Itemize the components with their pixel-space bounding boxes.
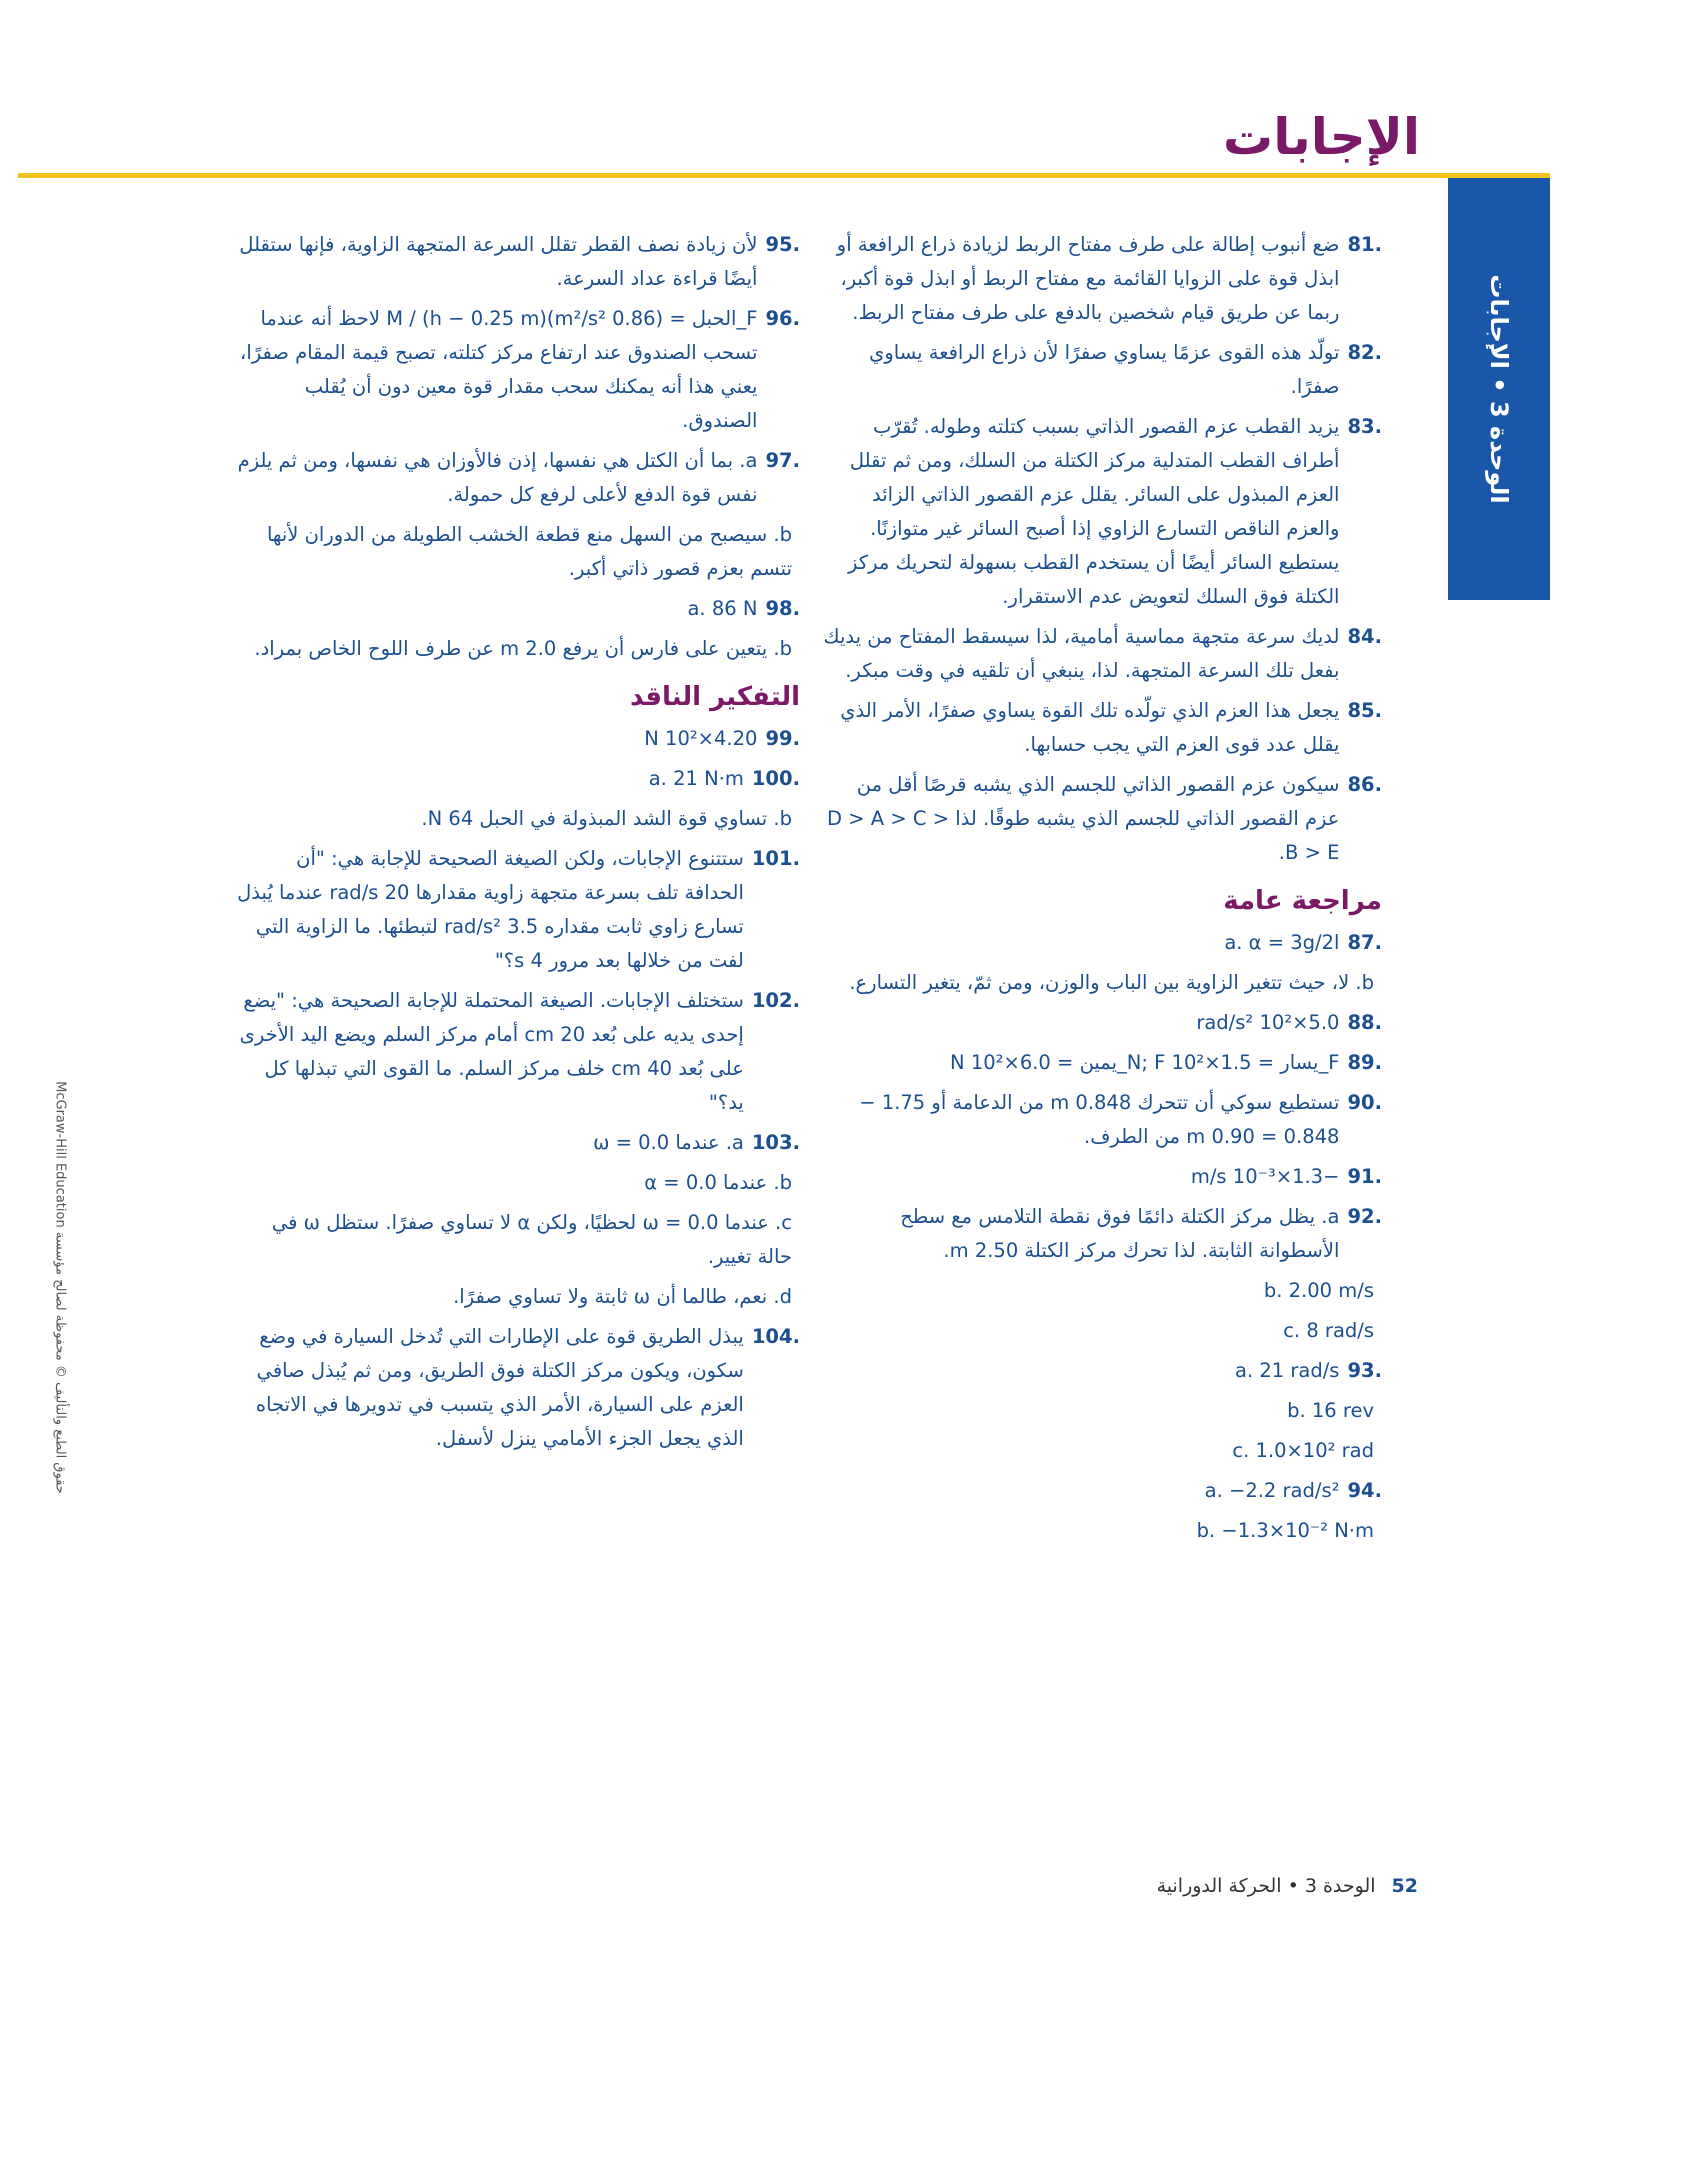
side-tab xyxy=(1448,178,1550,600)
list-item: .98 a. 86 N xyxy=(687,597,800,620)
list-item: .90 تستطيع سوكي أن تتحرك 0.848 m من الدعامة أو 1.75 − 0.848 = 0.90 m من الطرف. xyxy=(859,1091,1382,1148)
copyright-notice: حقوق الطبع والتأليف © محفوظة لصالح مؤسسة McGraw-Hill Education xyxy=(52,1081,68,1494)
list-item: b. سيصبح من السهل منع قطعة الخشب الطويلة من الدوران لأنها تتسم بعزم قصور ذاتي أكبر. xyxy=(266,523,792,580)
list-item: .88 5.0×10² rad/s² xyxy=(1196,1011,1382,1034)
list-item: .87 a. α = 3g/2l xyxy=(1224,931,1382,954)
section-heading-general-review: مراجعة عامة xyxy=(1223,886,1382,916)
list-item: .92 a. يظل مركز الكتلة دائمًا فوق نقطة التلامس مع سطح الأسطوانة الثابتة. لذا تحرك مركز الكتلة 2.50 m. xyxy=(900,1205,1382,1262)
list-item: .99 4.20×10² N xyxy=(644,727,800,750)
title-rule xyxy=(18,173,1550,178)
list-item: c. 8 rad/s xyxy=(1283,1319,1374,1342)
list-item: c. 1.0×10² rad xyxy=(1232,1439,1374,1462)
list-item: b. يتعين على فارس أن يرفع 2.0 m عن طرف اللوح الخاص بمراد. xyxy=(254,637,792,660)
list-item: .85 يجعل هذا العزم الذي تولّده تلك القوة يساوي صفرًا، الأمر الذي يقلل عدد قوى العزم التي يجب حسابها. xyxy=(840,699,1382,756)
list-item: b. لا، حيث تتغير الزاوية بين الباب والوزن، ومن ثمّ، يتغير التسارع. xyxy=(849,971,1374,994)
list-item: .82 تولّد هذه القوى عزمًا يساوي صفرًا لأن ذراع الرافعة يساوي صفرًا. xyxy=(869,341,1382,398)
list-item: .93 a. 21 rad/s xyxy=(1235,1359,1382,1382)
page-footer xyxy=(1157,1875,1418,1897)
list-item: .95 لأن زيادة نصف القطر تقلل السرعة المتجهة الزاوية، فإنها ستقلل أيضًا قراءة عداد السرعة. xyxy=(239,233,800,290)
list-item: .91 −1.3×10⁻³ m/s xyxy=(1190,1165,1382,1188)
list-item: .100 a. 21 N·m xyxy=(648,767,800,790)
list-item: b. عندما α = 0.0 xyxy=(644,1171,792,1194)
list-item: b. تساوي قوة الشد المبذولة في الحبل 64 N. xyxy=(421,807,792,830)
list-item: .83 يزيد القطب عزم القصور الذاتي بسبب كتلته وطوله. تُقرّب أطراف القطب المتدلية مركز الكتلة من السلك، ومن ثم تقلل العزم المبذول على السائر. يقلل عزم القصور الذاتي الزائد والعزم الناقص التسارع الزاوي إذا أصبح السائر غير متوازنًا. يستطيع السائر أيضًا أن يستخدم القطب بسهولة لتحريك مركز الكتلة فوق السلك لتعويض عدم الاستقرار. xyxy=(848,415,1382,608)
footer-text: الوحدة 3 • الحركة الدورانية xyxy=(1156,1875,1376,1897)
list-item: .103 a. عندما ω = 0.0 xyxy=(593,1131,800,1154)
section-heading-critical-thinking: التفكير الناقد xyxy=(629,682,800,712)
side-tab-label: الوحدة 3 • الإجابات xyxy=(1485,274,1513,504)
list-item: .86 سيكون عزم القصور الذاتي للجسم الذي يشبه قرصًا أقل من عزم القصور الذاتي للجسم الذي يشبه طوقًا. لذا D > A > C > B > E. xyxy=(827,773,1382,864)
list-item: b. 2.00 m/s xyxy=(1263,1279,1374,1302)
list-item: .101 ستتنوع الإجابات، ولكن الصيغة الصحيحة للإجابة هي: "أن الحدافة تلف بسرعة متجهة زاوية مقدارها 20 rad/s عندما يُبذل تسارع زاوي ثابت مقداره 3.5 rad/s² لتبطئها. ما الزاوية التي لفت من خلالها بعد مرور 4 s؟" xyxy=(237,847,800,972)
page-title: الإجابات xyxy=(1223,108,1420,166)
page-number: 52 xyxy=(1391,1875,1418,1897)
list-item: .97 a. بما أن الكتل هي نفسها، إذن فالأوزان هي نفسها، ومن ثم يلزم نفس قوة الدفع لأعلى لرفع كل حمولة. xyxy=(237,449,800,506)
list-item: .94 a. −2.2 rad/s² xyxy=(1204,1479,1382,1502)
list-item: .81 ضع أنبوب إطالة على طرف مفتاح الربط لزيادة ذراع الرافعة أو ابذل قوة على الزوايا القائمة مع مفتاح الربط أو ابذل قوة أكبر، ربما عن طريق قيام شخصين بالدفع على طرف مفتاح الربط. xyxy=(836,233,1382,324)
left-column xyxy=(232,228,800,1462)
list-item: c. عندما ω = 0.0 لحظيًا، ولكن α لا تساوي صفرًا. ستظل ω في حالة تغيير. xyxy=(271,1211,792,1268)
list-item: .89 F_يسار = 1.5×10² N; F_يمين = 6.0×10² N xyxy=(950,1051,1382,1074)
list-item: .96 F_الحبل = (0.86 m²/s²)M / (h − 0.25 m) لاحظ أنه عندما تسحب الصندوق عند ارتفاع مركز كتلته، تصبح قيمة المقام صفرًا، يعني هذا أنه يمكنك سحب مقدار قوة معين دون أن يُقلب الصندوق. xyxy=(240,307,800,432)
list-item: b. −1.3×10⁻² N·m xyxy=(1196,1519,1374,1542)
list-item: .102 ستختلف الإجابات. الصيغة المحتملة للإجابة الصحيحة هي: "يضع إحدى يديه على بُعد 20 cm أمام مركز السلم ويضع اليد الأخرى على بُعد 40 cm خلف مركز السلم. ما القوى التي تبذلها كل يد؟" xyxy=(239,989,800,1114)
right-column xyxy=(822,228,1382,1554)
list-item: .104 يبذل الطريق قوة على الإطارات التي تُدخل السيارة في وضع سكون، ويكون مركز الكتلة فوق الطريق، ومن ثم يُبذل صافي العزم على السيارة، الأمر الذي يتسبب في تدويرها في الاتجاه الذي يجعل الجزء الأمامي ينزل لأسفل. xyxy=(255,1325,800,1450)
list-item: b. 16 rev xyxy=(1287,1399,1374,1422)
list-item: d. نعم، طالما أن ω ثابتة ولا تساوي صفرًا. xyxy=(453,1285,792,1308)
list-item: .84 لديك سرعة متجهة مماسية أمامية، لذا سيسقط المفتاح من يديك بفعل تلك السرعة المتجهة. لذا، ينبغي أن تلقيه في وقت مبكر. xyxy=(823,625,1382,682)
